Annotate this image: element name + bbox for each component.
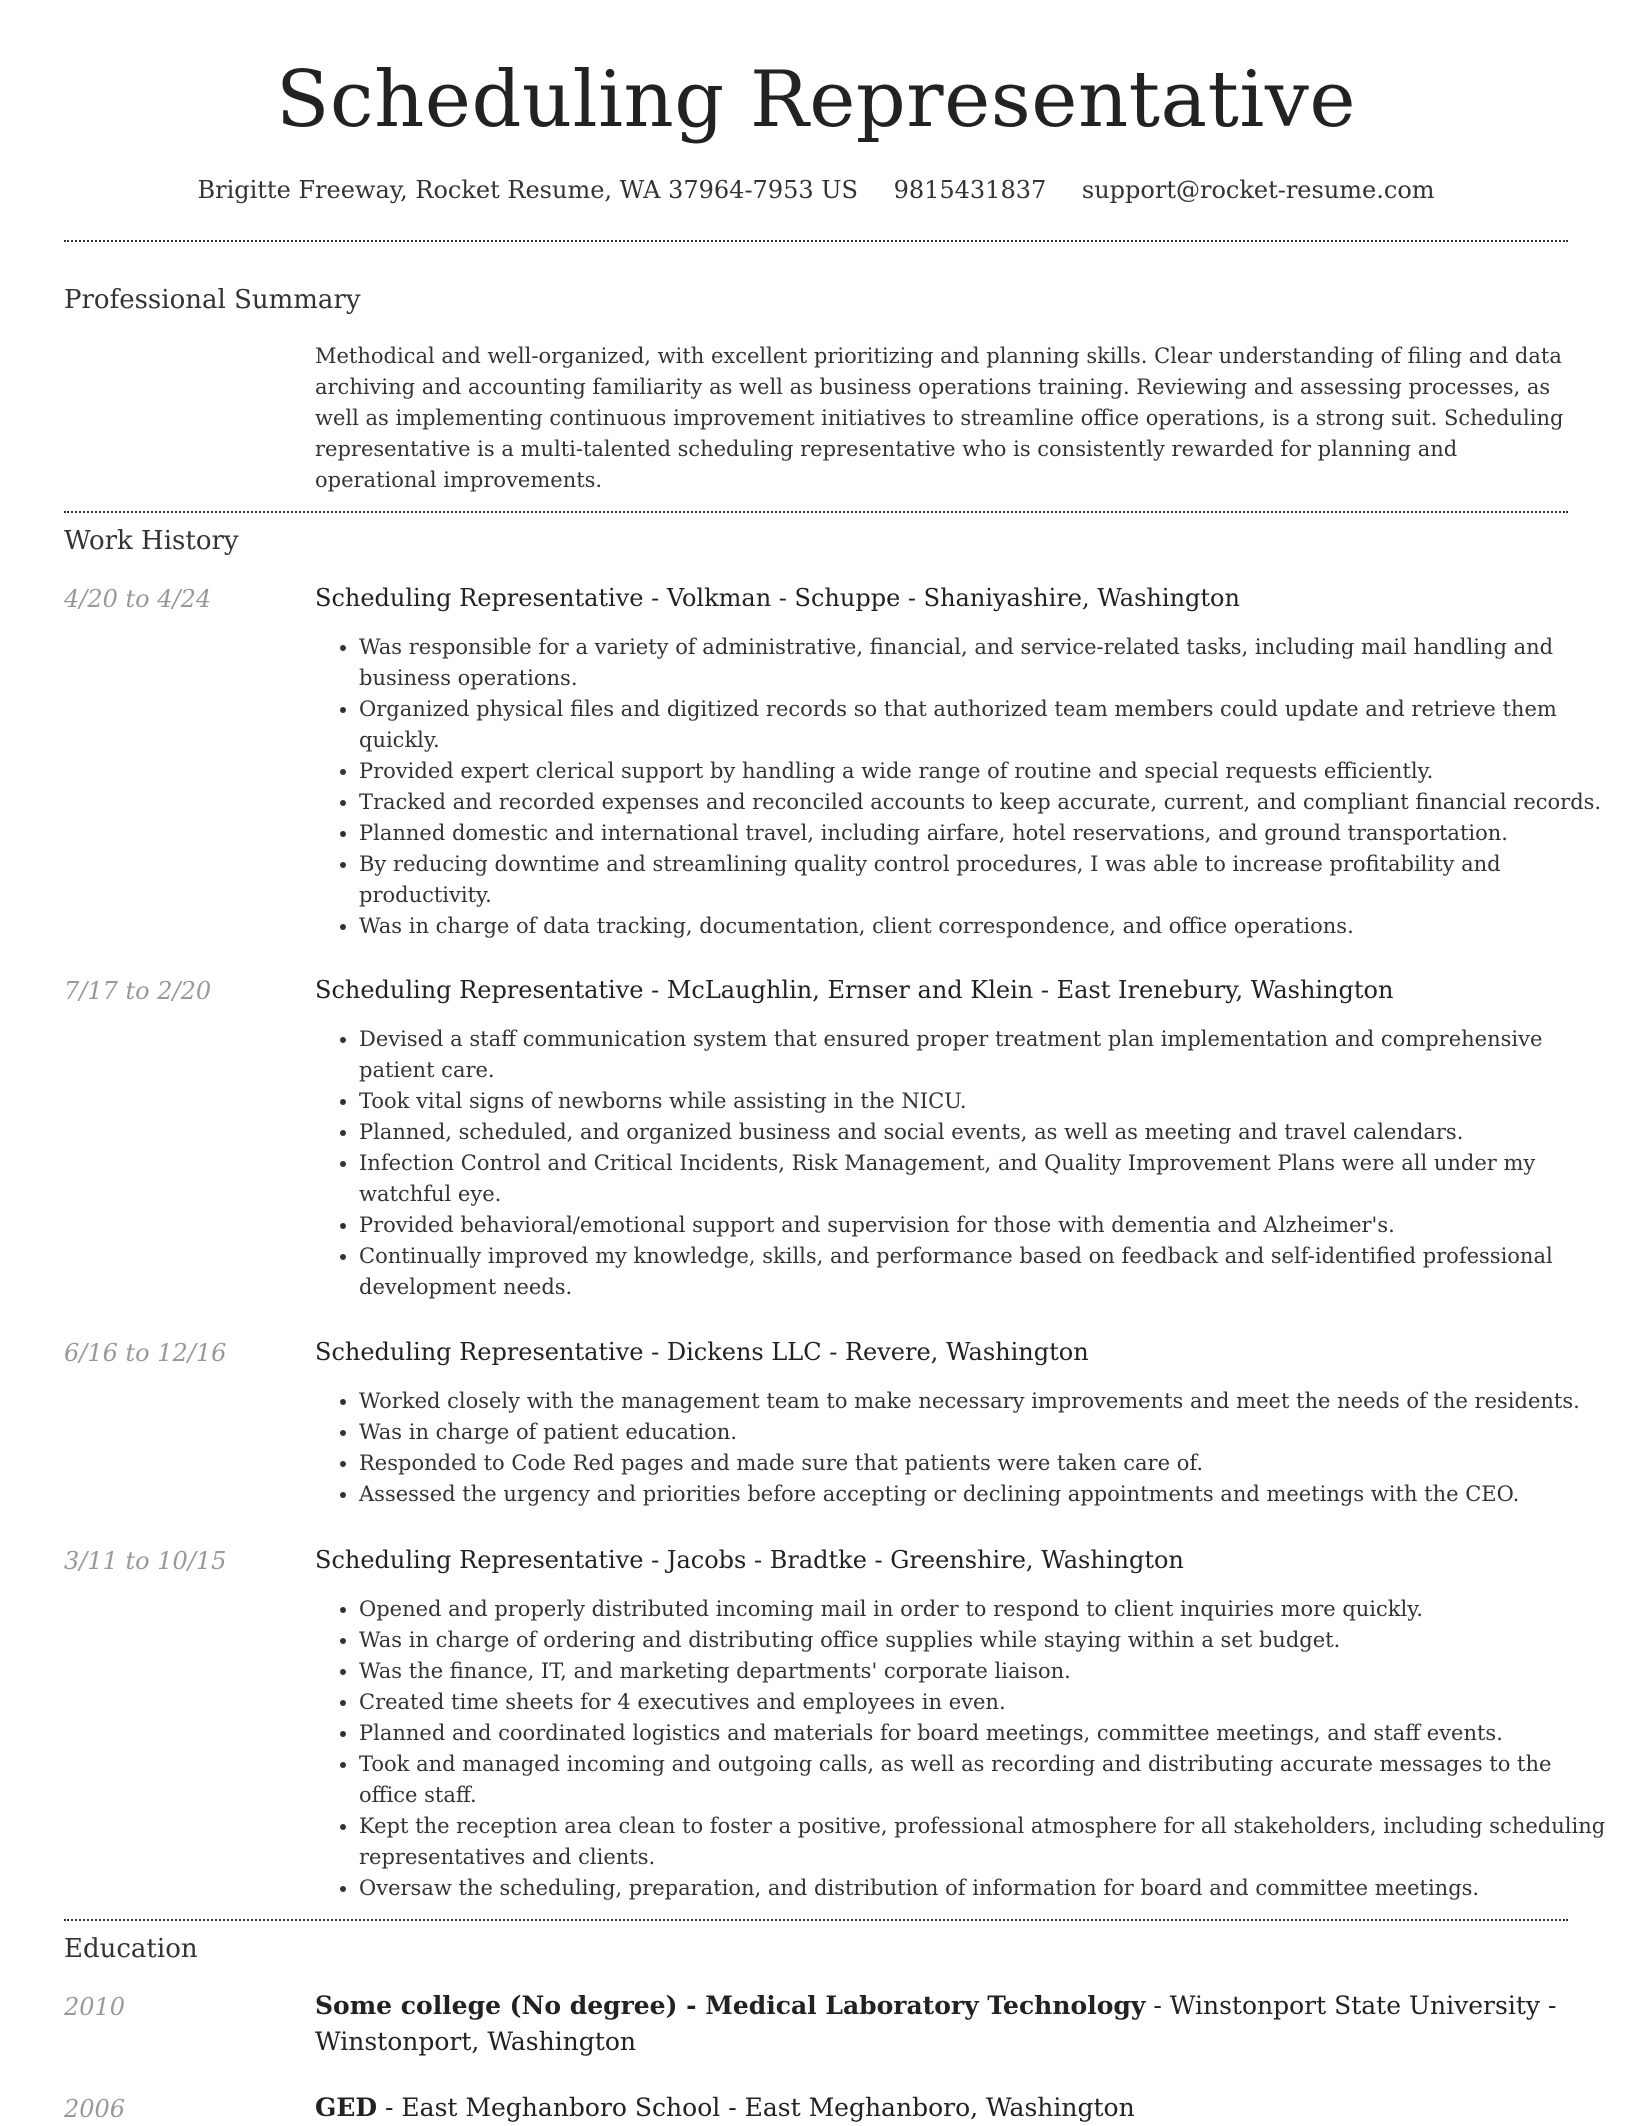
education-year: 2010 — [64, 1993, 126, 2021]
list-item: • Organized physical files and digitized records so that authorized team members could update and retrieve them quickly. — [359, 694, 1614, 756]
list-item: • Continually improved my knowledge, skills, and performance based on feedback and self-identified professional development needs. — [359, 1241, 1614, 1303]
job-title: Scheduling Representative - Dickens LLC - Revere, Washington — [315, 1338, 1089, 1366]
list-item: • Kept the reception area clean to foster a positive, professional atmosphere for all stakeholders, including scheduling representatives and clients. — [359, 1811, 1614, 1873]
list-item: • Created time sheets for 4 executives and employees in even. — [359, 1687, 1614, 1718]
list-item: • Was responsible for a variety of administrative, financial, and service-related tasks, including mail handling and business operations. — [359, 632, 1614, 694]
job-dates: 6/16 to 12/16 — [64, 1339, 227, 1367]
list-item: • Was in charge of ordering and distributing office supplies while staying within a set budget. — [359, 1625, 1614, 1656]
list-item: • Assessed the urgency and priorities before accepting or declining appointments and meetings with the CEO. — [359, 1479, 1614, 1510]
education-degree: GED — [315, 2093, 378, 2122]
list-item: • Was in charge of data tracking, documentation, client correspondence, and office operations. — [359, 911, 1614, 942]
education-entry — [315, 1988, 1570, 2060]
contact-address: Brigitte Freeway, Rocket Resume, WA 37964-7953 US — [197, 176, 858, 204]
contact-phone: 9815431837 — [893, 176, 1047, 204]
list-item: • Tracked and recorded expenses and reconciled accounts to keep accurate, current, and compliant financial records. — [359, 787, 1614, 818]
job-dates: 4/20 to 4/24 — [64, 585, 212, 613]
job-title: Scheduling Representative - Jacobs - Bradtke - Greenshire, Washington — [315, 1546, 1184, 1574]
job-bullets — [315, 1024, 1614, 1303]
list-item: • Provided behavioral/emotional support and supervision for those with dementia and Alzheimer's. — [359, 1210, 1614, 1241]
list-item: • Infection Control and Critical Incidents, Risk Management, and Quality Improvement Plans were all under my watchful eye. — [359, 1148, 1614, 1210]
job-bullets — [315, 1594, 1614, 1904]
contact-line — [0, 170, 1632, 210]
job-bullets — [315, 632, 1614, 942]
contact-email[interactable]: support@rocket-resume.com — [1081, 176, 1435, 204]
education-school: - Winstonport State University - Winstonport, Washington — [315, 1991, 1557, 2056]
list-item: • Oversaw the scheduling, preparation, and distribution of information for board and committee meetings. — [359, 1873, 1614, 1904]
job-dates: 7/17 to 2/20 — [64, 977, 212, 1005]
list-item: • Provided expert clerical support by handling a wide range of routine and special requests efficiently. — [359, 756, 1614, 787]
education-school: - East Meghanboro School - East Meghanboro, Washington — [377, 2093, 1135, 2122]
list-item: • Devised a staff communication system that ensured proper treatment plan implementation and comprehensive patient care. — [359, 1024, 1614, 1086]
list-item: • Opened and properly distributed incoming mail in order to respond to client inquiries more quickly. — [359, 1594, 1614, 1625]
summary-text: Methodical and well-organized, with excellent prioritizing and planning skills. Clear understanding of filing and data archiving and accounting familiarity as well as business operations training. Reviewing and assessing processes, as well as implementing continuous improvement initiatives to streamline office operations, is a strong suit. Scheduling representative is a multi-talented scheduling representative who is consistently rewarded for planning and operational improvements. — [315, 344, 1564, 492]
divider — [64, 511, 1568, 513]
list-item: • Planned, scheduled, and organized business and social events, as well as meeting and travel calendars. — [359, 1117, 1614, 1148]
divider — [64, 1919, 1568, 1921]
list-item: • Responded to Code Red pages and made sure that patients were taken care of. — [359, 1448, 1614, 1479]
education-year: 2006 — [64, 2095, 126, 2123]
list-item: • Was the finance, IT, and marketing departments' corporate liaison. — [359, 1656, 1614, 1687]
list-item: • Took and managed incoming and outgoing calls, as well as recording and distributing accurate messages to the office staff. — [359, 1749, 1614, 1811]
list-item: • Worked closely with the management team to make necessary improvements and meet the needs of the residents. — [359, 1386, 1614, 1417]
list-item: • Was in charge of patient education. — [359, 1417, 1614, 1448]
resume-title: Scheduling Representative — [275, 55, 1357, 145]
list-item: • Took vital signs of newborns while assisting in the NICU. — [359, 1086, 1614, 1117]
list-item: • By reducing downtime and streamlining quality control procedures, I was able to increase profitability and productivity. — [359, 849, 1614, 911]
list-item: • Planned domestic and international travel, including airfare, hotel reservations, and ground transportation. — [359, 818, 1614, 849]
job-bullets — [315, 1386, 1614, 1510]
divider — [64, 240, 1568, 242]
job-title: Scheduling Representative - Volkman - Schuppe - Shaniyashire, Washington — [315, 584, 1240, 612]
list-item: • Planned and coordinated logistics and materials for board meetings, committee meetings, and staff events. — [359, 1718, 1614, 1749]
education-entry — [315, 2090, 1570, 2126]
education-heading: Education — [64, 1934, 198, 1964]
summary-heading: Professional Summary — [64, 285, 361, 315]
education-degree: Some college (No degree) - Medical Laboratory Technology — [315, 1991, 1146, 2020]
work-history-heading: Work History — [64, 526, 239, 556]
job-dates: 3/11 to 10/15 — [64, 1547, 227, 1575]
job-title: Scheduling Representative - McLaughlin, Ernser and Klein - East Irenebury, Washington — [315, 976, 1394, 1004]
